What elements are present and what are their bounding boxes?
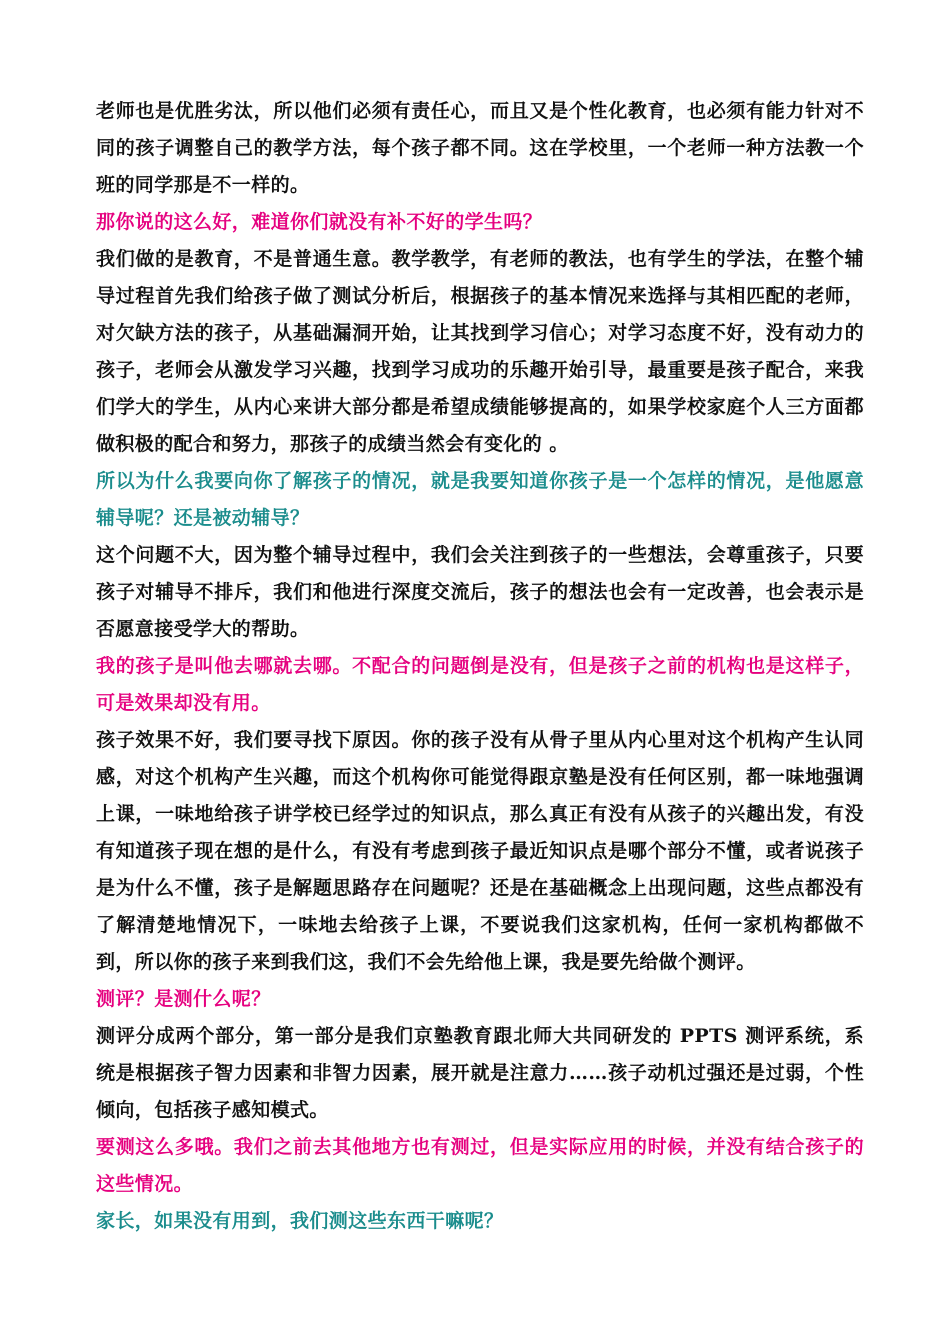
paragraph-answer-1: 老师也是优胜劣汰，所以他们必须有责任心，而且又是个性化教育，也必须有能力针对不同的孩子调整自己的教学方法，每个孩子都不同。这在学校里，一个老师一种方法教一个班的同学那是不一样的。 xyxy=(96,100,864,196)
paragraph-answer-3: 这个问题不大，因为整个辅导过程中，我们会关注到孩子的一些想法，会尊重孩子，只要孩子对辅导不排斥，我们和他进行深度交流后，孩子的想法也会有一定改善，也会表示是否愿意接受学大的帮助。 xyxy=(96,544,864,640)
paragraph-question-2: 所以为什么我要向你了解孩子的情况，就是我要知道你孩子是一个怎样的情况，是他愿意辅导呢？还是被动辅导？ xyxy=(96,470,864,529)
document-page xyxy=(96,93,864,1240)
paragraph-answer-5: 测评分成两个部分，第一部分是我们京塾教育跟北师大共同研发的 PPTS 测评系统，系统是根据孩子智力因素和非智力因素，展开就是注意力……孩子动机过强还是过弱，个性倾向，包括孩子感知模式。 xyxy=(96,1025,864,1121)
paragraph-answer-4: 孩子效果不好，我们要寻找下原因。你的孩子没有从骨子里从内心里对这个机构产生认同感，对这个机构产生兴趣，而这个机构你可能觉得跟京塾是没有任何区别，都一味地强调上课，一味地给孩子讲学校已经学过的知识点，那么真正有没有从孩子的兴趣出发，有没有知道孩子现在想的是什么，有没有考虑到孩子最近知识点是哪个部分不懂，或者说孩子是为什么不懂，孩子是解题思路存在问题呢？还是在基础概念上出现问题，这些点都没有了解清楚地情况下，一味地去给孩子上课，不要说我们这家机构，任何一家机构都做不到，所以你的孩子来到我们这，我们不会先给他上课，我是要先给做个测评。 xyxy=(96,729,864,973)
paragraph-question-4: 测评？是测什么呢？ xyxy=(96,988,271,1010)
paragraph-question-1: 那你说的这么好，难道你们就没有补不好的学生吗？ xyxy=(96,211,543,233)
paragraph-question-5: 要测这么多哦。我们之前去其他地方也有测过，但是实际应用的时候，并没有结合孩子的这些情况。 xyxy=(96,1136,864,1195)
paragraph-answer-2: 我们做的是教育，不是普通生意。教学教学，有老师的教法，也有学生的学法，在整个辅导过程首先我们给孩子做了测试分析后，根据孩子的基本情况来选择与其相匹配的老师，对欠缺方法的孩子，从基础漏洞开始，让其找到学习信心；对学习态度不好，没有动力的孩子，老师会从激发学习兴趣，找到学习成功的乐趣开始引导，最重要是孩子配合，来我们学大的学生，从内心来讲大部分都是希望成绩能够提高的，如果学校家庭个人三方面都做积极的配合和努力，那孩子的成绩当然会有变化的 。 xyxy=(96,248,864,455)
paragraph-question-3: 我的孩子是叫他去哪就去哪。不配合的问题倒是没有，但是孩子之前的机构也是这样子，可是效果却没有用。 xyxy=(96,655,864,714)
paragraph-question-6: 家长，如果没有用到，我们测这些东西干嘛呢？ xyxy=(96,1210,504,1232)
